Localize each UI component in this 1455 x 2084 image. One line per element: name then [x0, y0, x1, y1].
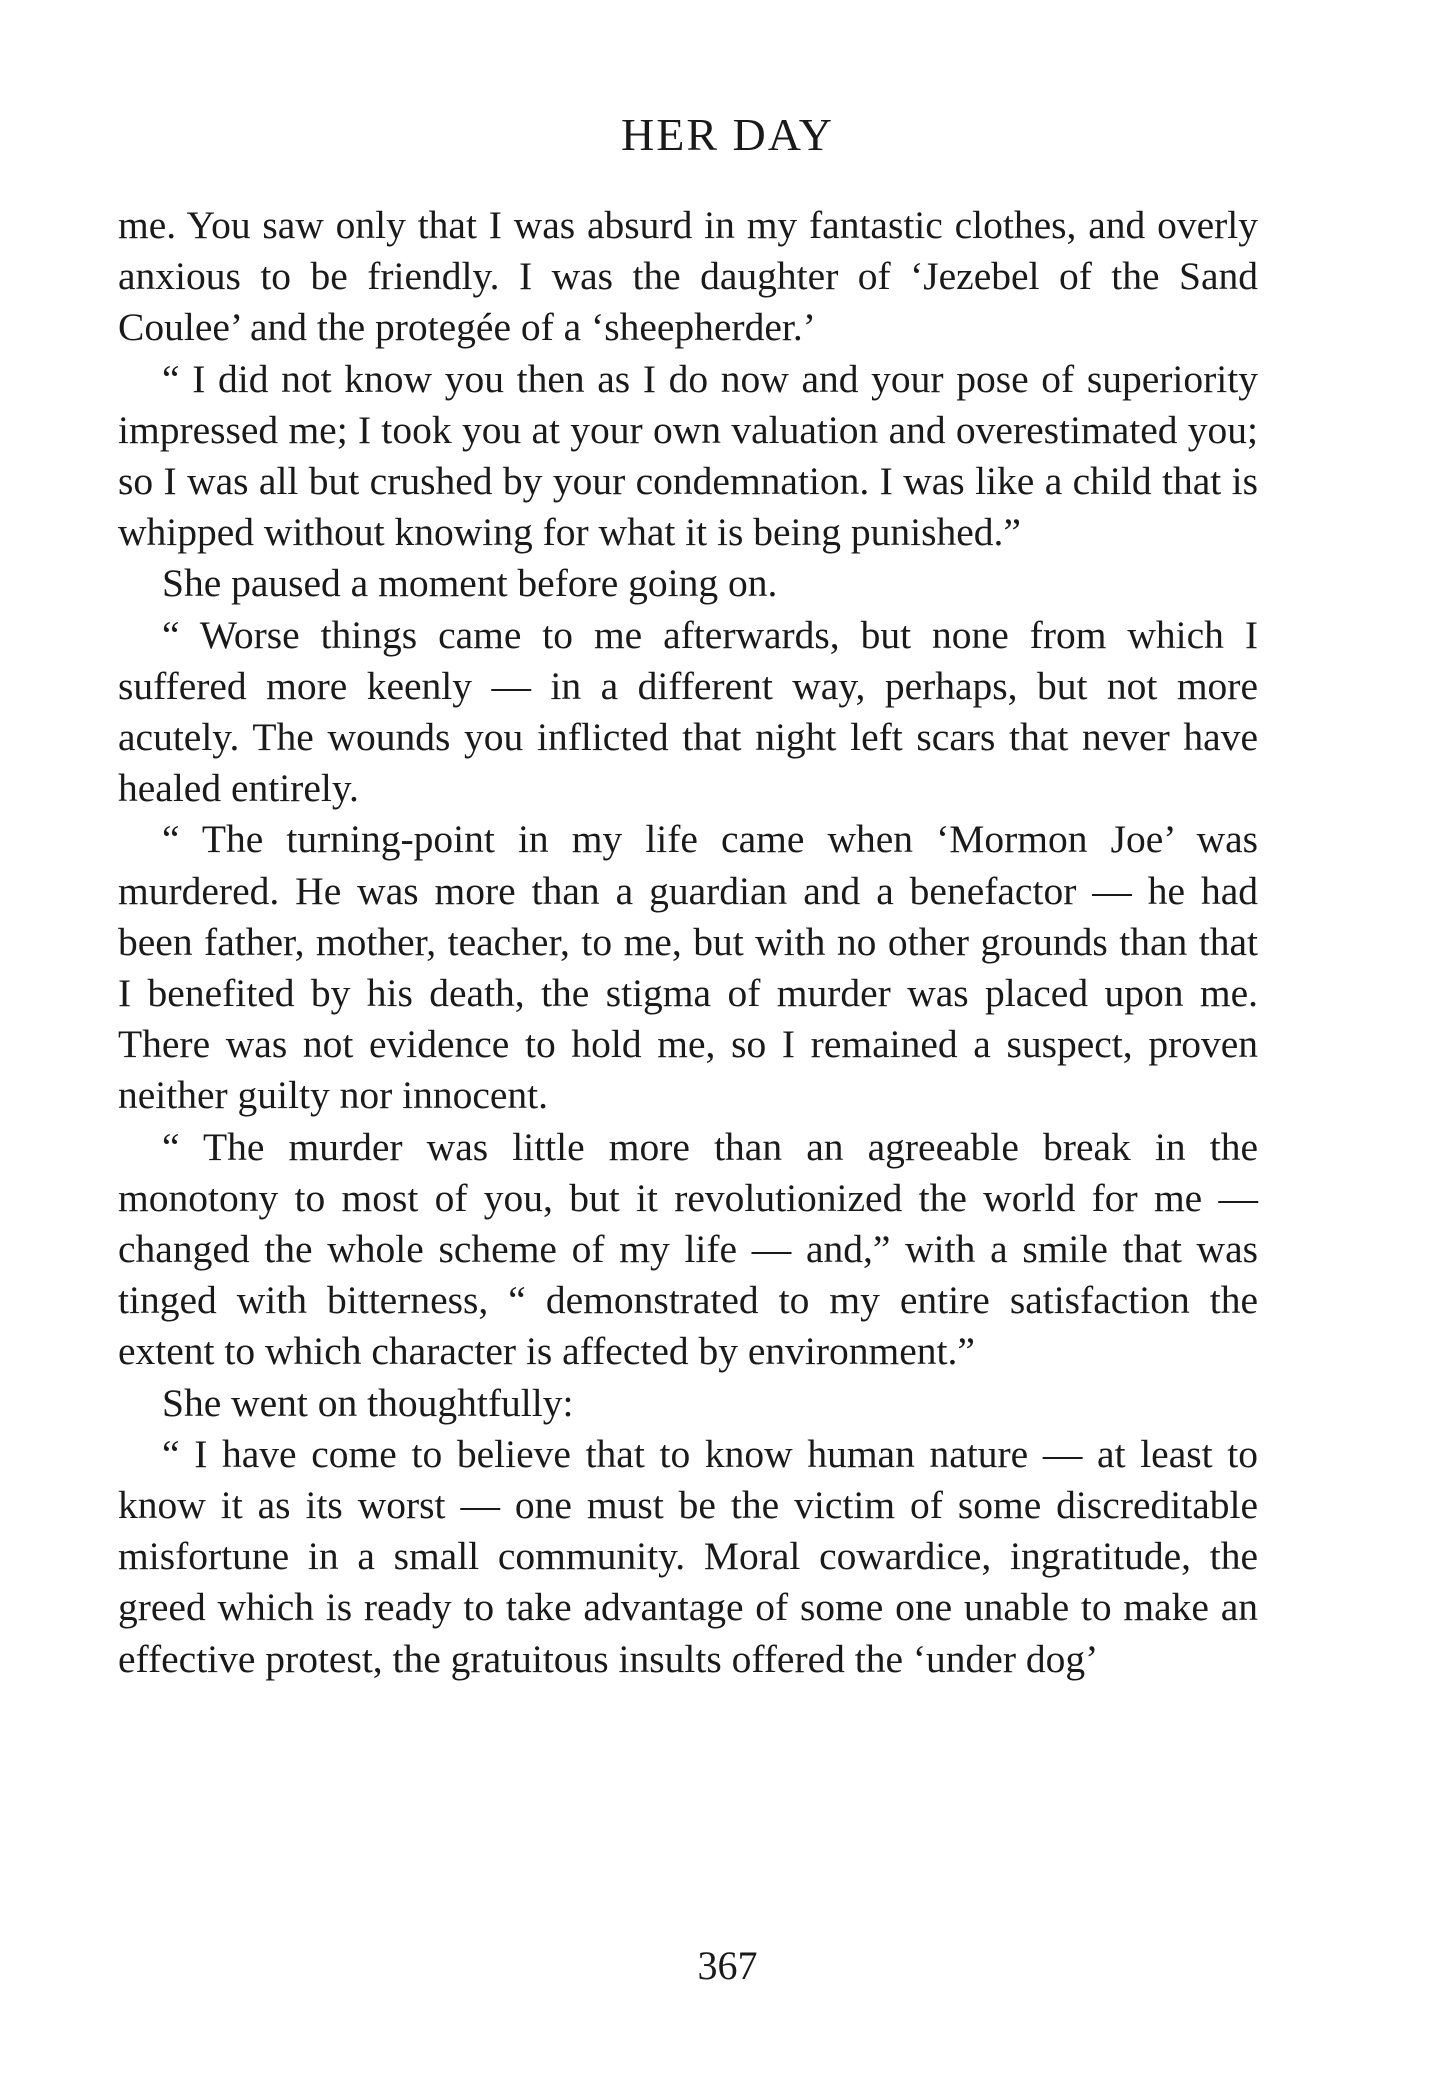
paragraph: She went on thoughtfully: [162, 1380, 574, 1425]
body-text [118, 200, 1258, 1685]
paragraph: “ I did not know you then as I do now and your pose of superiority impressed me; I took you at your own valuation and overestimated you; so I was all but crushed by your condemnation. I was like a child that is whipped without knowing for what it is being punished.” [118, 356, 1258, 555]
paragraph: “ I have come to believe that to know human nature — at least to know it as its worst — one must be the victim of some discreditable misfortune in a small community. Moral cowardice, ingratitude, the greed which is ready to take advantage of some one unable to make an effective protest, the gratuitous insults offered the ‘under dog’ [118, 1431, 1258, 1681]
paragraph: “ The turning-point in my life came when ‘Mormon Joe’ was murdered. He was more than a guardian and a benefactor — he had been father, mother, teacher, to me, but with no other grounds than that I benefited by his death, the stigma of murder was placed upon me. There was not evidence to hold me, so I remained a suspect, proven neither guilty nor innocent. [118, 817, 1258, 1118]
paragraph: “ Worse things came to me afterwards, but none from which I suffered more keenly — in a different way, perhaps, but not more acutely. The wounds you inflicted that night left scars that never have healed entirely. [118, 612, 1258, 811]
page-number: 367 [697, 1943, 758, 1988]
paragraph: me. You saw only that I was absurd in my fantastic clothes, and overly anxious to be friendly. I was the daughter of ‘Jezebel of the Sand Coulee’ and the protegée of a ‘sheepherder.’ [118, 203, 1258, 350]
paragraph: “ The murder was little more than an agreeable break in the monotony to most of you, but it revolutionized the world for me — changed the whole scheme of my life — and,” with a smile that was tinged with bitterness, “ demonstrated to my entire satisfaction the extent to which character is affected by environment.” [118, 1124, 1258, 1374]
paragraph: She paused a moment before going on. [162, 561, 778, 606]
running-head: HER DAY [621, 109, 834, 160]
